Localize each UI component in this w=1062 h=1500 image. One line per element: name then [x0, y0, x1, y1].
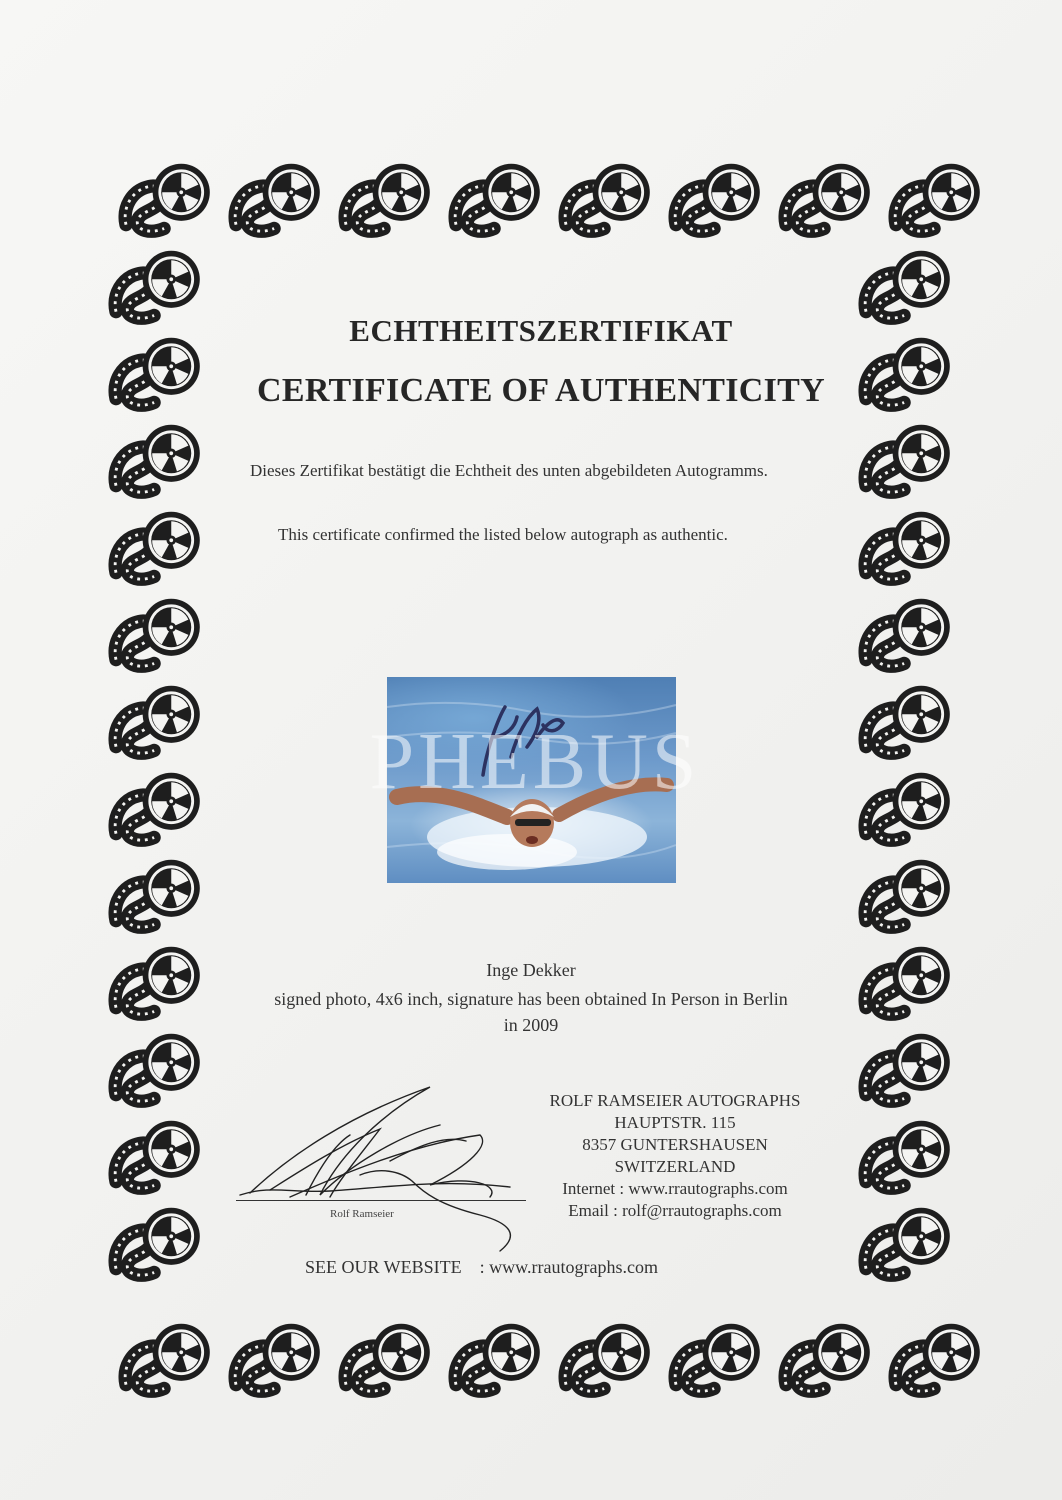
issuer-address [490, 1090, 860, 1222]
issuer-city: 8357 GUNTERSHAUSEN [582, 1135, 768, 1154]
signer-name: Rolf Ramseier [330, 1208, 394, 1220]
film-reel-icon [228, 1318, 324, 1398]
film-reel-icon [858, 593, 954, 673]
film-reel-icon [108, 1028, 204, 1108]
issuer-country: SWITZERLAND [614, 1157, 736, 1176]
signature-line [236, 1200, 526, 1201]
film-reel-icon [858, 1202, 954, 1282]
film-reel-icon [118, 158, 214, 238]
issuer-street: HAUPTSTR. 115 [614, 1113, 736, 1132]
film-reel-icon [108, 419, 204, 499]
film-reel-icon [668, 158, 764, 238]
film-reel-icon [108, 854, 204, 934]
film-reel-icon [108, 1115, 204, 1195]
film-reel-icon [668, 1318, 764, 1398]
film-reel-icon [558, 1318, 654, 1398]
film-reel-icon [338, 158, 434, 238]
film-reel-icon [338, 1318, 434, 1398]
film-reel-icon [778, 158, 874, 238]
issuer-company: ROLF RAMSEIER AUTOGRAPHS [549, 1091, 801, 1110]
film-reel-icon [558, 158, 654, 238]
footer-website [305, 1257, 658, 1278]
film-reel-icon [108, 767, 204, 847]
film-reel-icon [888, 1318, 984, 1398]
item-year: in 2009 [503, 1015, 559, 1035]
title-english: CERTIFICATE OF AUTHENTICITY [256, 372, 825, 409]
title-german: ECHTHEITSZERTIFIKAT [349, 313, 733, 348]
statement-german: Dieses Zertifikat bestätigt die Echtheit des unten abgebildeten Autogramms. [250, 461, 768, 480]
item-description: signed photo, 4x6 inch, signature has been obtained In Person in Berlin [274, 989, 788, 1009]
film-reel-icon [448, 1318, 544, 1398]
statement-english: This certificate confirmed the listed below autograph as authentic. [278, 525, 728, 544]
film-reel-icon [108, 506, 204, 586]
film-reel-icon [778, 1318, 874, 1398]
film-reel-icon [858, 1115, 954, 1195]
signed-photo [369, 677, 701, 883]
issuer-email[interactable]: Email : rolf@rrautographs.com [568, 1201, 782, 1220]
film-reel-icon [888, 158, 984, 238]
issuer-internet[interactable]: Internet : www.rrautographs.com [562, 1179, 788, 1198]
film-reel-icon [118, 1318, 214, 1398]
athlete-name: Inge Dekker [486, 960, 576, 980]
watermark-text: PHEBUS [369, 718, 701, 806]
film-reel-icon [858, 680, 954, 760]
film-reel-icon [228, 158, 324, 238]
website-url[interactable]: : www.rrautographs.com [479, 1257, 658, 1277]
film-reel-icon [858, 506, 954, 586]
film-reel-icon [858, 1028, 954, 1108]
film-reel-icon [858, 767, 954, 847]
website-label: SEE OUR WEBSITE [305, 1257, 462, 1277]
film-reel-icon [108, 1202, 204, 1282]
film-reel-icon [448, 158, 544, 238]
film-reel-icon [108, 680, 204, 760]
film-reel-icon [858, 854, 954, 934]
film-reel-icon [858, 419, 954, 499]
film-reel-icon [108, 593, 204, 673]
